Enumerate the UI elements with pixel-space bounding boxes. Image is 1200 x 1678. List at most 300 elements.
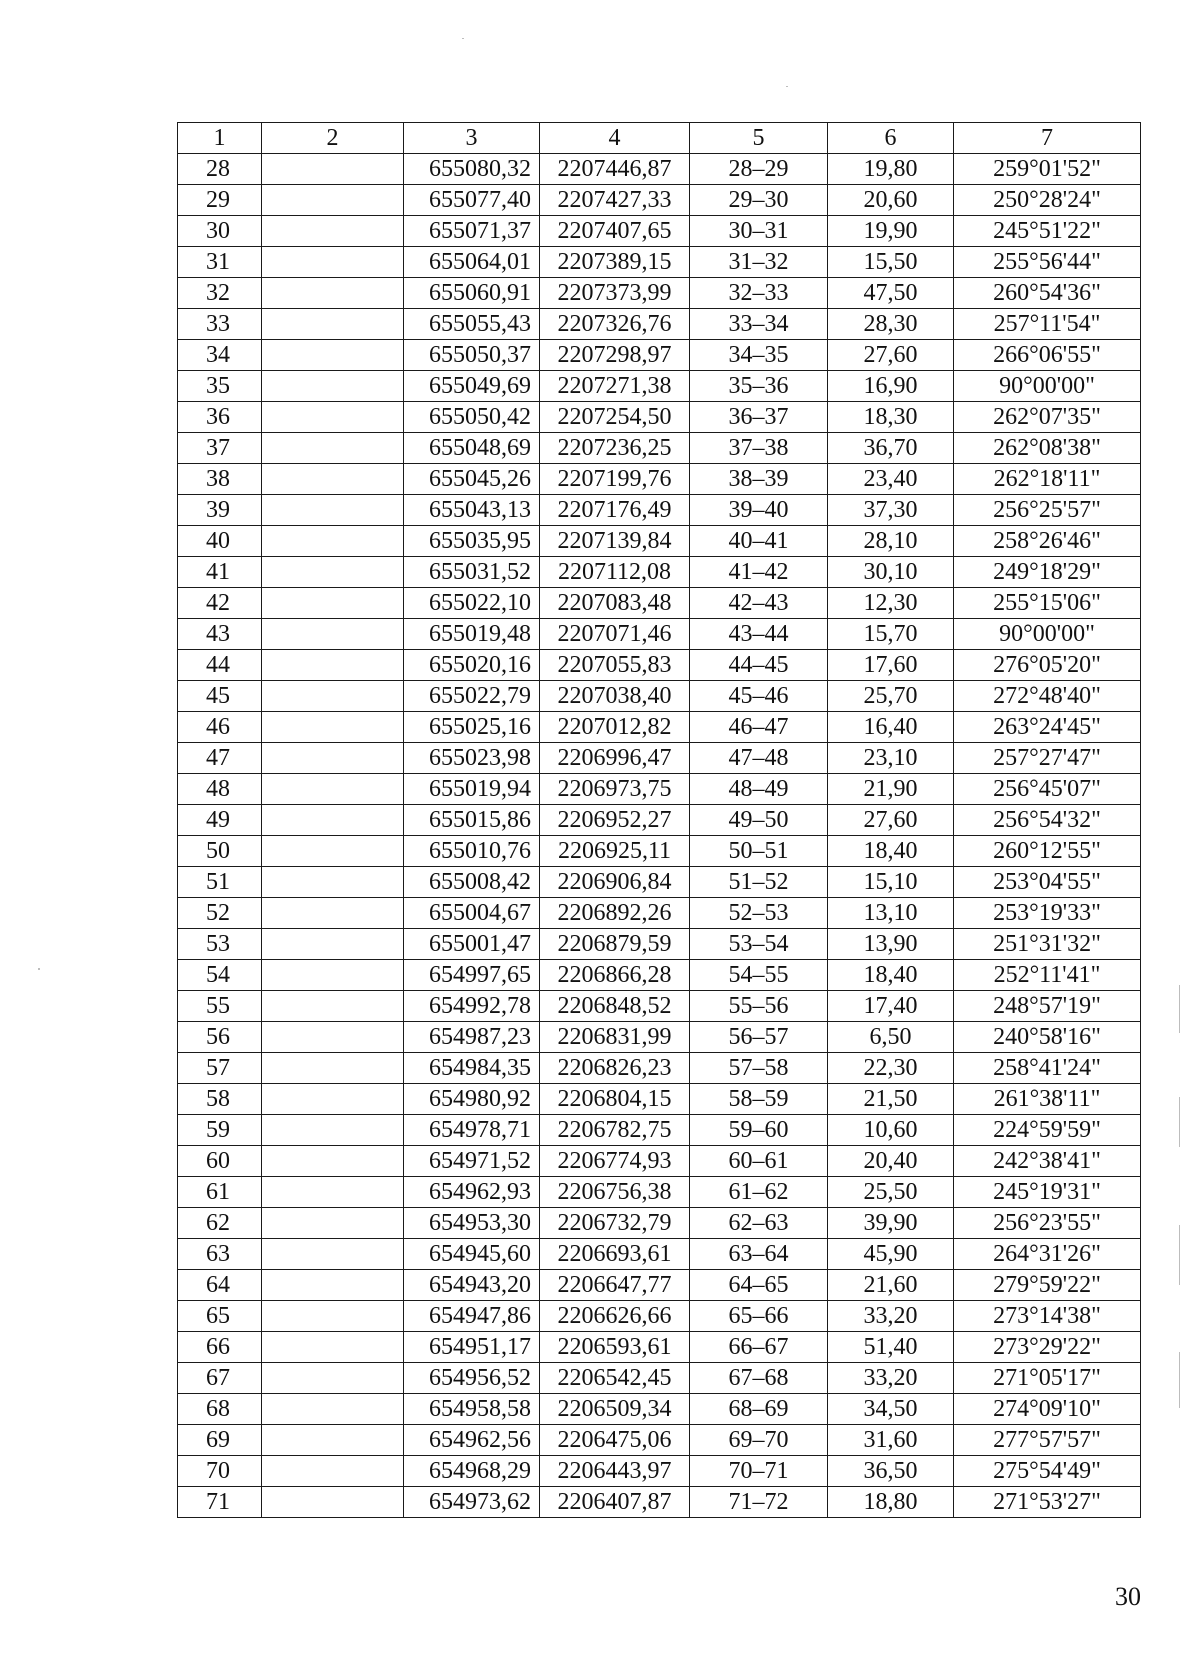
- bearing-cell: 256°54'32": [954, 805, 1141, 836]
- empty-cell-cell: [262, 557, 404, 588]
- segment-cell: 45–46: [690, 681, 828, 712]
- header-row: [178, 123, 1141, 154]
- segment-cell: 41–42: [690, 557, 828, 588]
- x-coordinate-cell: 654956,52: [404, 1363, 540, 1394]
- segment-cell: 44–45: [690, 650, 828, 681]
- empty-cell-cell: [262, 836, 404, 867]
- bearing-cell: 248°57'19": [954, 991, 1141, 1022]
- column-header-6: 6: [828, 123, 954, 154]
- x-coordinate-cell: 655019,94: [404, 774, 540, 805]
- length-cell: 10,60: [828, 1115, 954, 1146]
- y-coordinate-cell: 2206475,06: [540, 1425, 690, 1456]
- point-number-cell: 70: [178, 1456, 262, 1487]
- empty-cell-cell: [262, 1363, 404, 1394]
- length-cell: 21,90: [828, 774, 954, 805]
- x-coordinate-cell: 654953,30: [404, 1208, 540, 1239]
- empty-cell-cell: [262, 1301, 404, 1332]
- empty-cell-cell: [262, 898, 404, 929]
- y-coordinate-cell: 2206693,61: [540, 1239, 690, 1270]
- y-coordinate-cell: 2206647,77: [540, 1270, 690, 1301]
- segment-cell: 59–60: [690, 1115, 828, 1146]
- empty-cell-cell: [262, 774, 404, 805]
- bearing-cell: 224°59'59": [954, 1115, 1141, 1146]
- bearing-cell: 273°29'22": [954, 1332, 1141, 1363]
- table-body: [178, 154, 1141, 1518]
- bearing-cell: 90°00'00": [954, 619, 1141, 650]
- length-cell: 25,70: [828, 681, 954, 712]
- x-coordinate-cell: 655060,91: [404, 278, 540, 309]
- length-cell: 28,30: [828, 309, 954, 340]
- empty-cell-cell: [262, 402, 404, 433]
- y-coordinate-cell: 2206925,11: [540, 836, 690, 867]
- table-row: [178, 1487, 1141, 1518]
- empty-cell-cell: [262, 1239, 404, 1270]
- y-coordinate-cell: 2207254,50: [540, 402, 690, 433]
- bearing-cell: 261°38'11": [954, 1084, 1141, 1115]
- table-row: [178, 1146, 1141, 1177]
- empty-cell-cell: [262, 340, 404, 371]
- x-coordinate-cell: 655055,43: [404, 309, 540, 340]
- point-number-cell: 67: [178, 1363, 262, 1394]
- length-cell: 6,50: [828, 1022, 954, 1053]
- segment-cell: 36–37: [690, 402, 828, 433]
- length-cell: 15,10: [828, 867, 954, 898]
- table-row: [178, 1053, 1141, 1084]
- table-row: [178, 588, 1141, 619]
- length-cell: 45,90: [828, 1239, 954, 1270]
- segment-cell: 43–44: [690, 619, 828, 650]
- length-cell: 23,10: [828, 743, 954, 774]
- y-coordinate-cell: 2207071,46: [540, 619, 690, 650]
- point-number-cell: 31: [178, 247, 262, 278]
- point-number-cell: 60: [178, 1146, 262, 1177]
- length-cell: 20,40: [828, 1146, 954, 1177]
- table-row: [178, 929, 1141, 960]
- empty-cell-cell: [262, 278, 404, 309]
- length-cell: 19,80: [828, 154, 954, 185]
- length-cell: 51,40: [828, 1332, 954, 1363]
- bearing-cell: 256°23'55": [954, 1208, 1141, 1239]
- y-coordinate-cell: 2206626,66: [540, 1301, 690, 1332]
- point-number-cell: 46: [178, 712, 262, 743]
- empty-cell-cell: [262, 743, 404, 774]
- length-cell: 23,40: [828, 464, 954, 495]
- length-cell: 18,80: [828, 1487, 954, 1518]
- point-number-cell: 59: [178, 1115, 262, 1146]
- length-cell: 36,50: [828, 1456, 954, 1487]
- point-number-cell: 32: [178, 278, 262, 309]
- length-cell: 36,70: [828, 433, 954, 464]
- segment-cell: 68–69: [690, 1394, 828, 1425]
- point-number-cell: 44: [178, 650, 262, 681]
- x-coordinate-cell: 655049,69: [404, 371, 540, 402]
- x-coordinate-cell: 655019,48: [404, 619, 540, 650]
- x-coordinate-cell: 654997,65: [404, 960, 540, 991]
- length-cell: 39,90: [828, 1208, 954, 1239]
- point-number-cell: 41: [178, 557, 262, 588]
- length-cell: 34,50: [828, 1394, 954, 1425]
- x-coordinate-cell: 654973,62: [404, 1487, 540, 1518]
- empty-cell-cell: [262, 1332, 404, 1363]
- segment-cell: 60–61: [690, 1146, 828, 1177]
- bearing-cell: 240°58'16": [954, 1022, 1141, 1053]
- y-coordinate-cell: 2206996,47: [540, 743, 690, 774]
- scan-artifact-mark: [462, 38, 464, 39]
- segment-cell: 29–30: [690, 185, 828, 216]
- bearing-cell: 262°08'38": [954, 433, 1141, 464]
- column-header-1: 1: [178, 123, 262, 154]
- bearing-cell: 271°05'17": [954, 1363, 1141, 1394]
- bearing-cell: 272°48'40": [954, 681, 1141, 712]
- bearing-cell: 258°41'24": [954, 1053, 1141, 1084]
- empty-cell-cell: [262, 929, 404, 960]
- segment-cell: 52–53: [690, 898, 828, 929]
- point-number-cell: 64: [178, 1270, 262, 1301]
- segment-cell: 58–59: [690, 1084, 828, 1115]
- length-cell: 30,10: [828, 557, 954, 588]
- empty-cell-cell: [262, 712, 404, 743]
- point-number-cell: 54: [178, 960, 262, 991]
- length-cell: 15,70: [828, 619, 954, 650]
- x-coordinate-cell: 654943,20: [404, 1270, 540, 1301]
- empty-cell-cell: [262, 309, 404, 340]
- table-row: [178, 464, 1141, 495]
- bearing-cell: 279°59'22": [954, 1270, 1141, 1301]
- bearing-cell: 262°18'11": [954, 464, 1141, 495]
- x-coordinate-cell: 655023,98: [404, 743, 540, 774]
- x-coordinate-cell: 654971,52: [404, 1146, 540, 1177]
- segment-cell: 32–33: [690, 278, 828, 309]
- coordinates-table: [177, 122, 1141, 1518]
- y-coordinate-cell: 2207236,25: [540, 433, 690, 464]
- bearing-cell: 257°11'54": [954, 309, 1141, 340]
- length-cell: 20,60: [828, 185, 954, 216]
- empty-cell-cell: [262, 495, 404, 526]
- y-coordinate-cell: 2206892,26: [540, 898, 690, 929]
- segment-cell: 65–66: [690, 1301, 828, 1332]
- point-number-cell: 56: [178, 1022, 262, 1053]
- x-coordinate-cell: 655001,47: [404, 929, 540, 960]
- scan-artifact-mark: [38, 968, 40, 970]
- y-coordinate-cell: 2206848,52: [540, 991, 690, 1022]
- bearing-cell: 271°53'27": [954, 1487, 1141, 1518]
- scan-artifact-line: [1179, 985, 1180, 1033]
- y-coordinate-cell: 2207055,83: [540, 650, 690, 681]
- x-coordinate-cell: 655077,40: [404, 185, 540, 216]
- x-coordinate-cell: 654992,78: [404, 991, 540, 1022]
- bearing-cell: 90°00'00": [954, 371, 1141, 402]
- length-cell: 15,50: [828, 247, 954, 278]
- y-coordinate-cell: 2207407,65: [540, 216, 690, 247]
- table-row: [178, 619, 1141, 650]
- table-row: [178, 681, 1141, 712]
- column-header-4: 4: [540, 123, 690, 154]
- empty-cell-cell: [262, 247, 404, 278]
- empty-cell-cell: [262, 588, 404, 619]
- point-number-cell: 66: [178, 1332, 262, 1363]
- bearing-cell: 245°19'31": [954, 1177, 1141, 1208]
- empty-cell-cell: [262, 805, 404, 836]
- table-row: [178, 402, 1141, 433]
- point-number-cell: 58: [178, 1084, 262, 1115]
- length-cell: 33,20: [828, 1363, 954, 1394]
- table-row: [178, 1177, 1141, 1208]
- y-coordinate-cell: 2206879,59: [540, 929, 690, 960]
- segment-cell: 63–64: [690, 1239, 828, 1270]
- table-row: [178, 805, 1141, 836]
- table-row: [178, 340, 1141, 371]
- length-cell: 28,10: [828, 526, 954, 557]
- segment-cell: 39–40: [690, 495, 828, 526]
- y-coordinate-cell: 2206443,97: [540, 1456, 690, 1487]
- segment-cell: 53–54: [690, 929, 828, 960]
- column-header-7: 7: [954, 123, 1141, 154]
- segment-cell: 48–49: [690, 774, 828, 805]
- bearing-cell: 266°06'55": [954, 340, 1141, 371]
- point-number-cell: 36: [178, 402, 262, 433]
- bearing-cell: 250°28'24": [954, 185, 1141, 216]
- empty-cell-cell: [262, 1456, 404, 1487]
- point-number-cell: 57: [178, 1053, 262, 1084]
- x-coordinate-cell: 655071,37: [404, 216, 540, 247]
- scan-artifact-line: [1179, 1097, 1180, 1147]
- point-number-cell: 61: [178, 1177, 262, 1208]
- point-number-cell: 35: [178, 371, 262, 402]
- length-cell: 33,20: [828, 1301, 954, 1332]
- point-number-cell: 40: [178, 526, 262, 557]
- y-coordinate-cell: 2206732,79: [540, 1208, 690, 1239]
- bearing-cell: 258°26'46": [954, 526, 1141, 557]
- table-row: [178, 557, 1141, 588]
- table-row: [178, 1332, 1141, 1363]
- segment-cell: 69–70: [690, 1425, 828, 1456]
- y-coordinate-cell: 2206826,23: [540, 1053, 690, 1084]
- column-header-3: 3: [404, 123, 540, 154]
- segment-cell: 46–47: [690, 712, 828, 743]
- x-coordinate-cell: 654962,56: [404, 1425, 540, 1456]
- segment-cell: 35–36: [690, 371, 828, 402]
- y-coordinate-cell: 2206542,45: [540, 1363, 690, 1394]
- x-coordinate-cell: 655022,79: [404, 681, 540, 712]
- length-cell: 25,50: [828, 1177, 954, 1208]
- y-coordinate-cell: 2207176,49: [540, 495, 690, 526]
- table-row: [178, 1239, 1141, 1270]
- segment-cell: 56–57: [690, 1022, 828, 1053]
- bearing-cell: 253°04'55": [954, 867, 1141, 898]
- point-number-cell: 71: [178, 1487, 262, 1518]
- segment-cell: 30–31: [690, 216, 828, 247]
- table-row: [178, 1208, 1141, 1239]
- x-coordinate-cell: 655025,16: [404, 712, 540, 743]
- empty-cell-cell: [262, 1053, 404, 1084]
- point-number-cell: 28: [178, 154, 262, 185]
- segment-cell: 38–39: [690, 464, 828, 495]
- table-row: [178, 278, 1141, 309]
- empty-cell-cell: [262, 1208, 404, 1239]
- table-header: [178, 123, 1141, 154]
- y-coordinate-cell: 2207199,76: [540, 464, 690, 495]
- empty-cell-cell: [262, 154, 404, 185]
- bearing-cell: 245°51'22": [954, 216, 1141, 247]
- segment-cell: 37–38: [690, 433, 828, 464]
- length-cell: 17,60: [828, 650, 954, 681]
- point-number-cell: 52: [178, 898, 262, 929]
- scan-artifact-line: [1179, 1225, 1180, 1285]
- length-cell: 13,10: [828, 898, 954, 929]
- y-coordinate-cell: 2206782,75: [540, 1115, 690, 1146]
- x-coordinate-cell: 655064,01: [404, 247, 540, 278]
- empty-cell-cell: [262, 1487, 404, 1518]
- point-number-cell: 37: [178, 433, 262, 464]
- empty-cell-cell: [262, 1115, 404, 1146]
- segment-cell: 42–43: [690, 588, 828, 619]
- point-number-cell: 45: [178, 681, 262, 712]
- empty-cell-cell: [262, 681, 404, 712]
- scan-artifact-mark: [786, 86, 788, 87]
- segment-cell: 49–50: [690, 805, 828, 836]
- bearing-cell: 251°31'32": [954, 929, 1141, 960]
- length-cell: 27,60: [828, 340, 954, 371]
- empty-cell-cell: [262, 526, 404, 557]
- point-number-cell: 43: [178, 619, 262, 650]
- table-row: [178, 960, 1141, 991]
- table-row: [178, 1270, 1141, 1301]
- x-coordinate-cell: 655004,67: [404, 898, 540, 929]
- y-coordinate-cell: 2207326,76: [540, 309, 690, 340]
- x-coordinate-cell: 654945,60: [404, 1239, 540, 1270]
- y-coordinate-cell: 2206756,38: [540, 1177, 690, 1208]
- table-row: [178, 991, 1141, 1022]
- segment-cell: 66–67: [690, 1332, 828, 1363]
- x-coordinate-cell: 654947,86: [404, 1301, 540, 1332]
- length-cell: 31,60: [828, 1425, 954, 1456]
- table-row: [178, 1022, 1141, 1053]
- bearing-cell: 253°19'33": [954, 898, 1141, 929]
- length-cell: 12,30: [828, 588, 954, 619]
- empty-cell-cell: [262, 1146, 404, 1177]
- y-coordinate-cell: 2207112,08: [540, 557, 690, 588]
- segment-cell: 28–29: [690, 154, 828, 185]
- segment-cell: 55–56: [690, 991, 828, 1022]
- empty-cell-cell: [262, 619, 404, 650]
- segment-cell: 40–41: [690, 526, 828, 557]
- point-number-cell: 50: [178, 836, 262, 867]
- table-row: [178, 185, 1141, 216]
- scan-artifact-line: [1179, 1352, 1180, 1408]
- table-row: [178, 1425, 1141, 1456]
- empty-cell-cell: [262, 464, 404, 495]
- length-cell: 37,30: [828, 495, 954, 526]
- table-row: [178, 650, 1141, 681]
- length-cell: 17,40: [828, 991, 954, 1022]
- length-cell: 22,30: [828, 1053, 954, 1084]
- x-coordinate-cell: 654978,71: [404, 1115, 540, 1146]
- empty-cell-cell: [262, 216, 404, 247]
- empty-cell-cell: [262, 1177, 404, 1208]
- x-coordinate-cell: 655080,32: [404, 154, 540, 185]
- point-number-cell: 49: [178, 805, 262, 836]
- y-coordinate-cell: 2206831,99: [540, 1022, 690, 1053]
- table-row: [178, 898, 1141, 929]
- point-number-cell: 62: [178, 1208, 262, 1239]
- segment-cell: 54–55: [690, 960, 828, 991]
- table-row: [178, 433, 1141, 464]
- point-number-cell: 63: [178, 1239, 262, 1270]
- x-coordinate-cell: 655050,42: [404, 402, 540, 433]
- length-cell: 21,60: [828, 1270, 954, 1301]
- y-coordinate-cell: 2206952,27: [540, 805, 690, 836]
- table-row: [178, 743, 1141, 774]
- table-row: [178, 1363, 1141, 1394]
- length-cell: 18,40: [828, 836, 954, 867]
- point-number-cell: 53: [178, 929, 262, 960]
- segment-cell: 34–35: [690, 340, 828, 371]
- length-cell: 27,60: [828, 805, 954, 836]
- bearing-cell: 255°15'06": [954, 588, 1141, 619]
- point-number-cell: 33: [178, 309, 262, 340]
- x-coordinate-cell: 654968,29: [404, 1456, 540, 1487]
- bearing-cell: 273°14'38": [954, 1301, 1141, 1332]
- x-coordinate-cell: 655022,10: [404, 588, 540, 619]
- x-coordinate-cell: 655020,16: [404, 650, 540, 681]
- empty-cell-cell: [262, 1425, 404, 1456]
- point-number-cell: 34: [178, 340, 262, 371]
- x-coordinate-cell: 655010,76: [404, 836, 540, 867]
- x-coordinate-cell: 654962,93: [404, 1177, 540, 1208]
- y-coordinate-cell: 2206593,61: [540, 1332, 690, 1363]
- empty-cell-cell: [262, 1270, 404, 1301]
- x-coordinate-cell: 654958,58: [404, 1394, 540, 1425]
- segment-cell: 64–65: [690, 1270, 828, 1301]
- length-cell: 18,40: [828, 960, 954, 991]
- length-cell: 13,90: [828, 929, 954, 960]
- length-cell: 21,50: [828, 1084, 954, 1115]
- y-coordinate-cell: 2207012,82: [540, 712, 690, 743]
- y-coordinate-cell: 2207446,87: [540, 154, 690, 185]
- table-row: [178, 526, 1141, 557]
- point-number-cell: 39: [178, 495, 262, 526]
- segment-cell: 51–52: [690, 867, 828, 898]
- length-cell: 19,90: [828, 216, 954, 247]
- bearing-cell: 275°54'49": [954, 1456, 1141, 1487]
- x-coordinate-cell: 655031,52: [404, 557, 540, 588]
- column-header-2: 2: [262, 123, 404, 154]
- y-coordinate-cell: 2206866,28: [540, 960, 690, 991]
- segment-cell: 33–34: [690, 309, 828, 340]
- table-row: [178, 1456, 1141, 1487]
- table-row: [178, 216, 1141, 247]
- empty-cell-cell: [262, 991, 404, 1022]
- point-number-cell: 42: [178, 588, 262, 619]
- empty-cell-cell: [262, 650, 404, 681]
- y-coordinate-cell: 2207271,38: [540, 371, 690, 402]
- empty-cell-cell: [262, 1394, 404, 1425]
- point-number-cell: 65: [178, 1301, 262, 1332]
- x-coordinate-cell: 654951,17: [404, 1332, 540, 1363]
- bearing-cell: 257°27'47": [954, 743, 1141, 774]
- bearing-cell: 259°01'52": [954, 154, 1141, 185]
- empty-cell-cell: [262, 1022, 404, 1053]
- point-number-cell: 51: [178, 867, 262, 898]
- point-number-cell: 68: [178, 1394, 262, 1425]
- point-number-cell: 38: [178, 464, 262, 495]
- table-row: [178, 247, 1141, 278]
- length-cell: 47,50: [828, 278, 954, 309]
- table-row: [178, 154, 1141, 185]
- segment-cell: 62–63: [690, 1208, 828, 1239]
- table-row: [178, 371, 1141, 402]
- x-coordinate-cell: 655048,69: [404, 433, 540, 464]
